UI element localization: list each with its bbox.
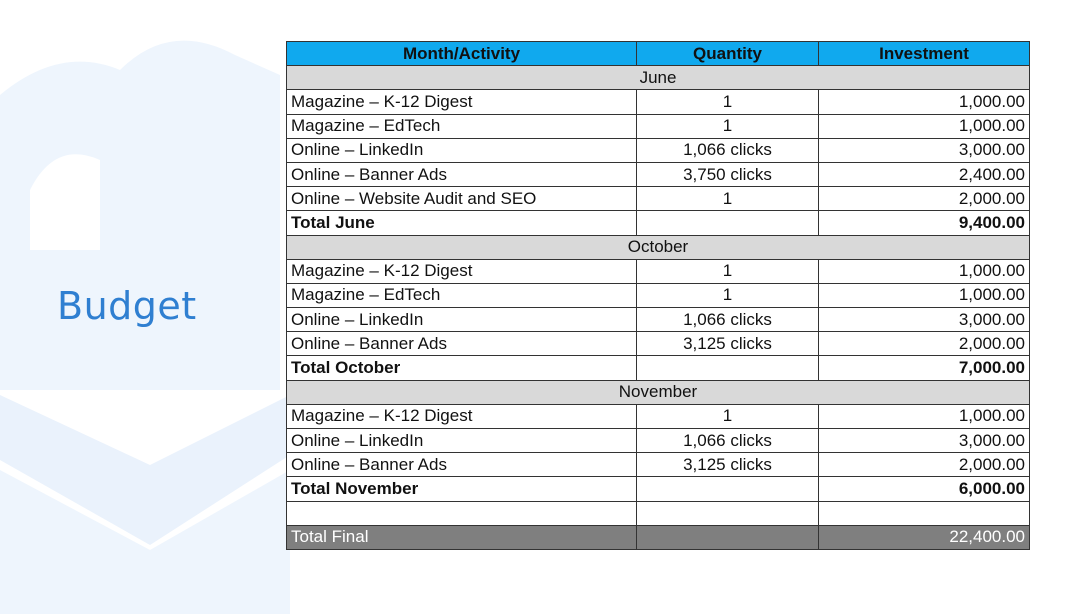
activity-cell: Online – Banner Ads xyxy=(287,162,637,186)
table-row xyxy=(287,308,1030,332)
table-row xyxy=(287,283,1030,307)
month-row xyxy=(287,380,1030,404)
month-label: October xyxy=(287,235,1030,259)
quantity-cell: 1 xyxy=(637,259,819,283)
investment-cell: 1,000.00 xyxy=(819,283,1030,307)
total-label: Total October xyxy=(287,356,637,380)
table-row xyxy=(287,90,1030,114)
activity-cell: Online – LinkedIn xyxy=(287,138,637,162)
total-value: 9,400.00 xyxy=(819,211,1030,235)
investment-cell: 2,000.00 xyxy=(819,453,1030,477)
total-quantity-empty xyxy=(637,211,819,235)
table-row xyxy=(287,138,1030,162)
final-total-label: Total Final xyxy=(287,525,637,549)
quantity-cell: 1 xyxy=(637,404,819,428)
table-row xyxy=(287,187,1030,211)
activity-cell: Magazine – K-12 Digest xyxy=(287,259,637,283)
quantity-cell: 1,066 clicks xyxy=(637,138,819,162)
total-value: 7,000.00 xyxy=(819,356,1030,380)
activity-cell: Online – Banner Ads xyxy=(287,453,637,477)
investment-cell: 1,000.00 xyxy=(819,90,1030,114)
table-row xyxy=(287,114,1030,138)
blank-cell xyxy=(819,501,1030,525)
quantity-cell: 3,750 clicks xyxy=(637,162,819,186)
total-quantity-empty xyxy=(637,356,819,380)
blank-cell xyxy=(287,501,637,525)
final-total-value: 22,400.00 xyxy=(819,525,1030,549)
month-label: November xyxy=(287,380,1030,404)
activity-cell: Online – Banner Ads xyxy=(287,332,637,356)
activity-cell: Magazine – EdTech xyxy=(287,114,637,138)
quantity-cell: 1 xyxy=(637,90,819,114)
final-total-row xyxy=(287,525,1030,549)
total-row xyxy=(287,356,1030,380)
activity-cell: Online – Website Audit and SEO xyxy=(287,187,637,211)
final-total-quantity-empty xyxy=(637,525,819,549)
table-row xyxy=(287,404,1030,428)
header-quantity: Quantity xyxy=(637,42,819,66)
total-label: Total June xyxy=(287,211,637,235)
total-label: Total November xyxy=(287,477,637,501)
activity-cell: Magazine – K-12 Digest xyxy=(287,90,637,114)
quantity-cell: 1,066 clicks xyxy=(637,429,819,453)
blank-cell xyxy=(637,501,819,525)
header-month-activity: Month/Activity xyxy=(287,42,637,66)
quantity-cell: 1 xyxy=(637,187,819,211)
table-row xyxy=(287,453,1030,477)
quantity-cell: 1,066 clicks xyxy=(637,308,819,332)
activity-cell: Online – LinkedIn xyxy=(287,308,637,332)
month-label: June xyxy=(287,66,1030,90)
activity-cell: Online – LinkedIn xyxy=(287,429,637,453)
table-row xyxy=(287,429,1030,453)
investment-cell: 1,000.00 xyxy=(819,114,1030,138)
investment-cell: 2,000.00 xyxy=(819,187,1030,211)
budget-table xyxy=(286,41,1030,550)
month-row xyxy=(287,235,1030,259)
investment-cell: 3,000.00 xyxy=(819,429,1030,453)
table-row xyxy=(287,162,1030,186)
total-quantity-empty xyxy=(637,477,819,501)
investment-cell: 3,000.00 xyxy=(819,308,1030,332)
slide-title: Budget xyxy=(57,284,197,328)
activity-cell: Magazine – EdTech xyxy=(287,283,637,307)
investment-cell: 1,000.00 xyxy=(819,404,1030,428)
activity-cell: Magazine – K-12 Digest xyxy=(287,404,637,428)
quantity-cell: 1 xyxy=(637,283,819,307)
blank-row xyxy=(287,501,1030,525)
investment-cell: 2,000.00 xyxy=(819,332,1030,356)
investment-cell: 1,000.00 xyxy=(819,259,1030,283)
quantity-cell: 3,125 clicks xyxy=(637,453,819,477)
total-value: 6,000.00 xyxy=(819,477,1030,501)
total-row xyxy=(287,477,1030,501)
month-row xyxy=(287,66,1030,90)
quantity-cell: 3,125 clicks xyxy=(637,332,819,356)
table-row xyxy=(287,332,1030,356)
table-body xyxy=(287,66,1030,550)
total-row xyxy=(287,211,1030,235)
table-row xyxy=(287,259,1030,283)
investment-cell: 3,000.00 xyxy=(819,138,1030,162)
investment-cell: 2,400.00 xyxy=(819,162,1030,186)
quantity-cell: 1 xyxy=(637,114,819,138)
table-header-row xyxy=(287,42,1030,66)
header-investment: Investment xyxy=(819,42,1030,66)
